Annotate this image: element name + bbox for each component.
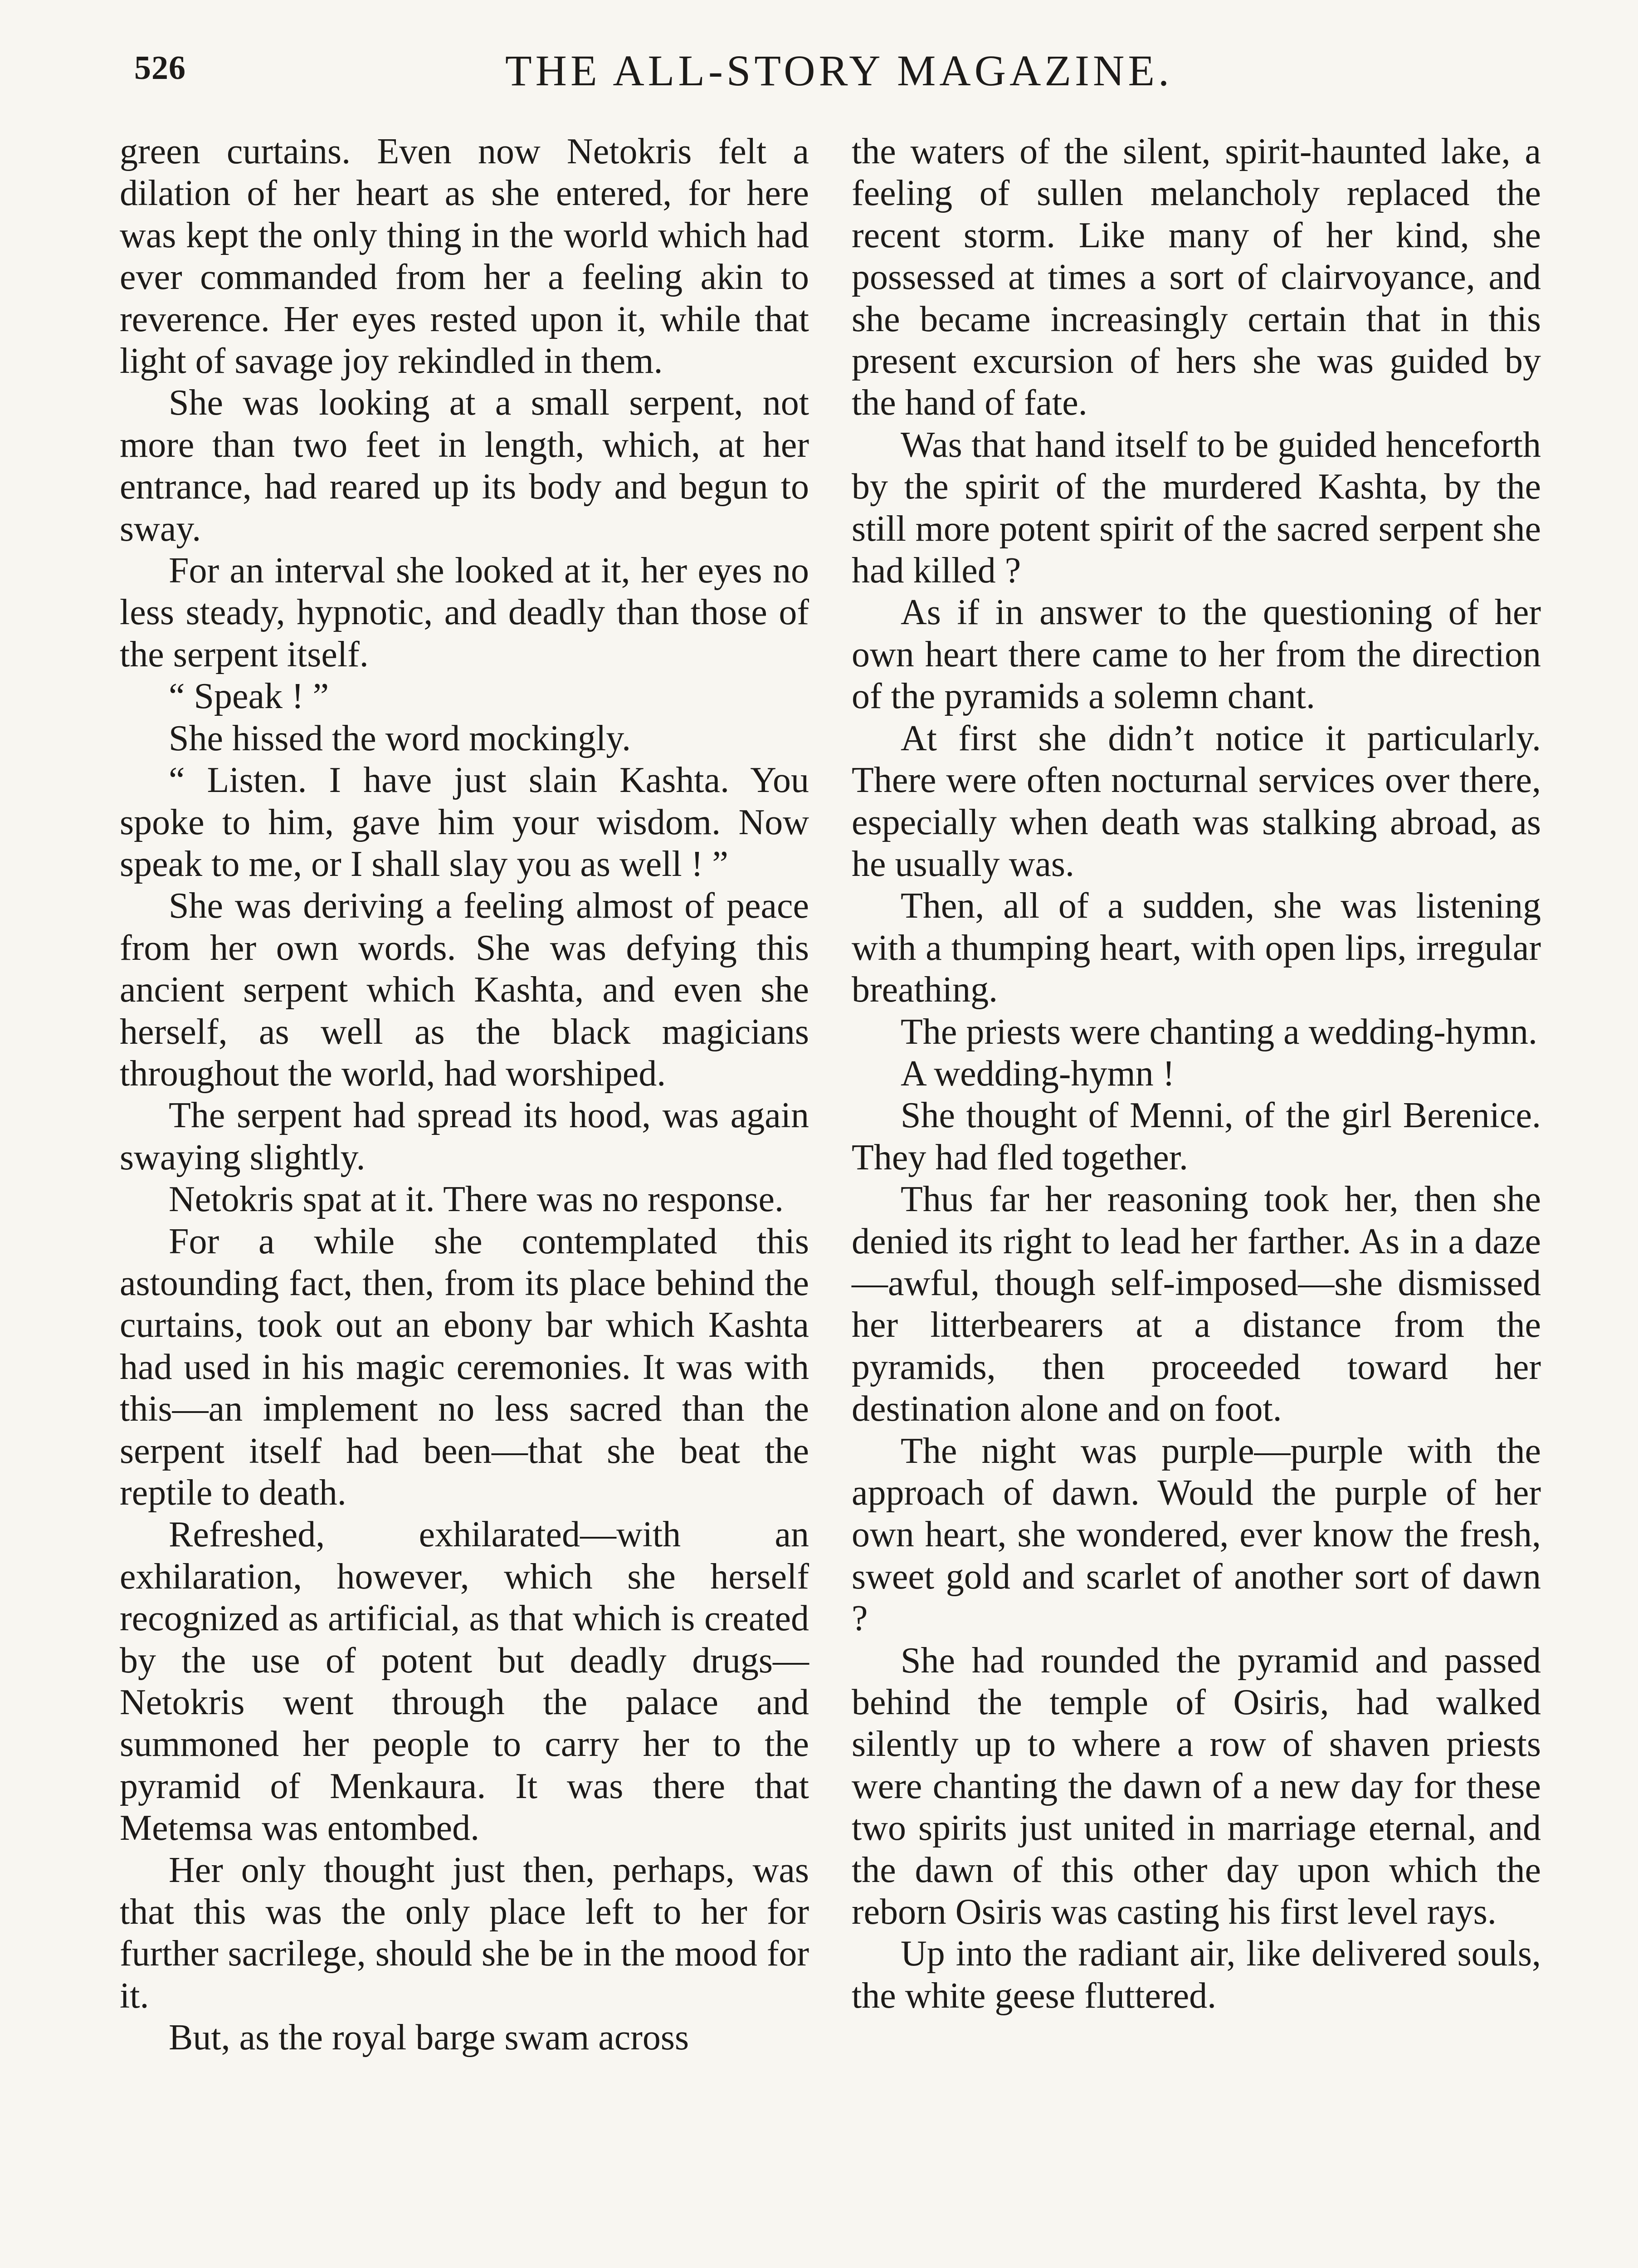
paragraph: Refreshed, exhilarated—with an exhilaration, however, which she herself recognized as artificial, as that which is created by the use of potent but deadly drugs—Netokris went through the palace and summoned her people to carry her to the pyramid of Menkaura. It was there that Metemsa was entombed. (120, 1515, 809, 1848)
paragraph: For a while she contemplated this astounding fact, then, from its place behind the curtains, took out an ebony bar which Kashta had used in his magic ceremonies. It was with this—an implement no less sacred than the serpent itself had been—that she beat the reptile to death. (120, 1221, 809, 1513)
paragraph: As if in answer to the questioning of her own heart there came to her from the direction of the pyramids a solemn chant. (852, 592, 1541, 717)
paragraph: She had rounded the pyramid and passed behind the temple of Osiris, had walked silently up to where a row of shaven priests were chanting the dawn of a new day for these two spirits just united in marriage eternal, and the dawn of this other day upon which the reborn Osiris was casting his first level rays. (852, 1640, 1541, 1932)
paragraph: Thus far her reasoning took her, then she denied its right to lead her farther. As in a daze—awful, though self-imposed—she dismissed her litterbearers at a distance from the pyramids, then proceeded toward her destination alone and on foot. (852, 1179, 1541, 1429)
paragraph: She hissed the word mockingly. (169, 718, 631, 758)
paragraph: Netokris spat at it. There was no response. (169, 1179, 784, 1220)
right-column (852, 131, 1541, 2017)
paragraph: She thought of Menni, of the girl Berenice. They had fled together. (852, 1095, 1541, 1178)
running-head: THE ALL-STORY MAGAZINE. (505, 46, 1173, 95)
paragraph: But, as the royal barge swam across (169, 2018, 689, 2058)
paragraph: Her only thought just then, perhaps, was that this was the only place left to her for further sacrilege, should she be in the mood for it. (120, 1850, 809, 2016)
page-number: 526 (134, 49, 186, 87)
paragraph: The priests were chanting a wedding-hymn. (901, 1012, 1538, 1052)
paragraph: At first she didn’t notice it particularly. There were often nocturnal services over there, especially when death was stalking abroad, as he usually was. (852, 718, 1541, 884)
paragraph: green curtains. Even now Netokris felt a dilation of her heart as she entered, for here was kept the only thing in the world which had ever commanded from her a feeling akin to reverence. Her eyes rested upon it, while that light of savage joy rekindled in them. (120, 132, 809, 381)
paragraph: Then, all of a sudden, she was listening with a thumping heart, with open lips, irregular breathing. (852, 886, 1541, 1010)
paragraph: For an interval she looked at it, her eyes no less steady, hypnotic, and deadly than those of the serpent itself. (120, 551, 809, 675)
paragraph: the waters of the silent, spirit-haunted lake, a feeling of sullen melancholy replaced the recent storm. Like many of her kind, she possessed at times a sort of clairvoyance, and she became increasingly certain that in this present excursion of hers she was guided by the hand of fate. (852, 132, 1541, 423)
paragraph: She was looking at a small serpent, not more than two feet in length, which, at her entrance, had reared up its body and begun to sway. (120, 383, 809, 549)
paragraph: Up into the radiant air, like delivered souls, the white geese fluttered. (852, 1934, 1541, 2016)
left-column (120, 131, 809, 2059)
paragraph: Was that hand itself to be guided henceforth by the spirit of the murdered Kashta, by the still more potent spirit of the sacred serpent she had killed ? (852, 425, 1541, 591)
paragraph: “ Listen. I have just slain Kashta. You spoke to him, gave him your wisdom. Now speak to me, or I shall slay you as well ! ” (120, 760, 809, 884)
paragraph: A wedding-hymn ! (901, 1053, 1175, 1094)
paragraph: The night was purple—purple with the approach of dawn. Would the purple of her own heart, she wondered, ever know the fresh, sweet gold and scarlet of another sort of dawn ? (852, 1431, 1541, 1639)
paragraph: She was deriving a feeling almost of peace from her own words. She was defying this ancient serpent which Kashta, and even she herself, as well as the black magicians throughout the world, had worshiped. (120, 886, 809, 1094)
paragraph: The serpent had spread its hood, was again swaying slightly. (120, 1095, 809, 1178)
paragraph: “ Speak ! ” (169, 676, 329, 717)
